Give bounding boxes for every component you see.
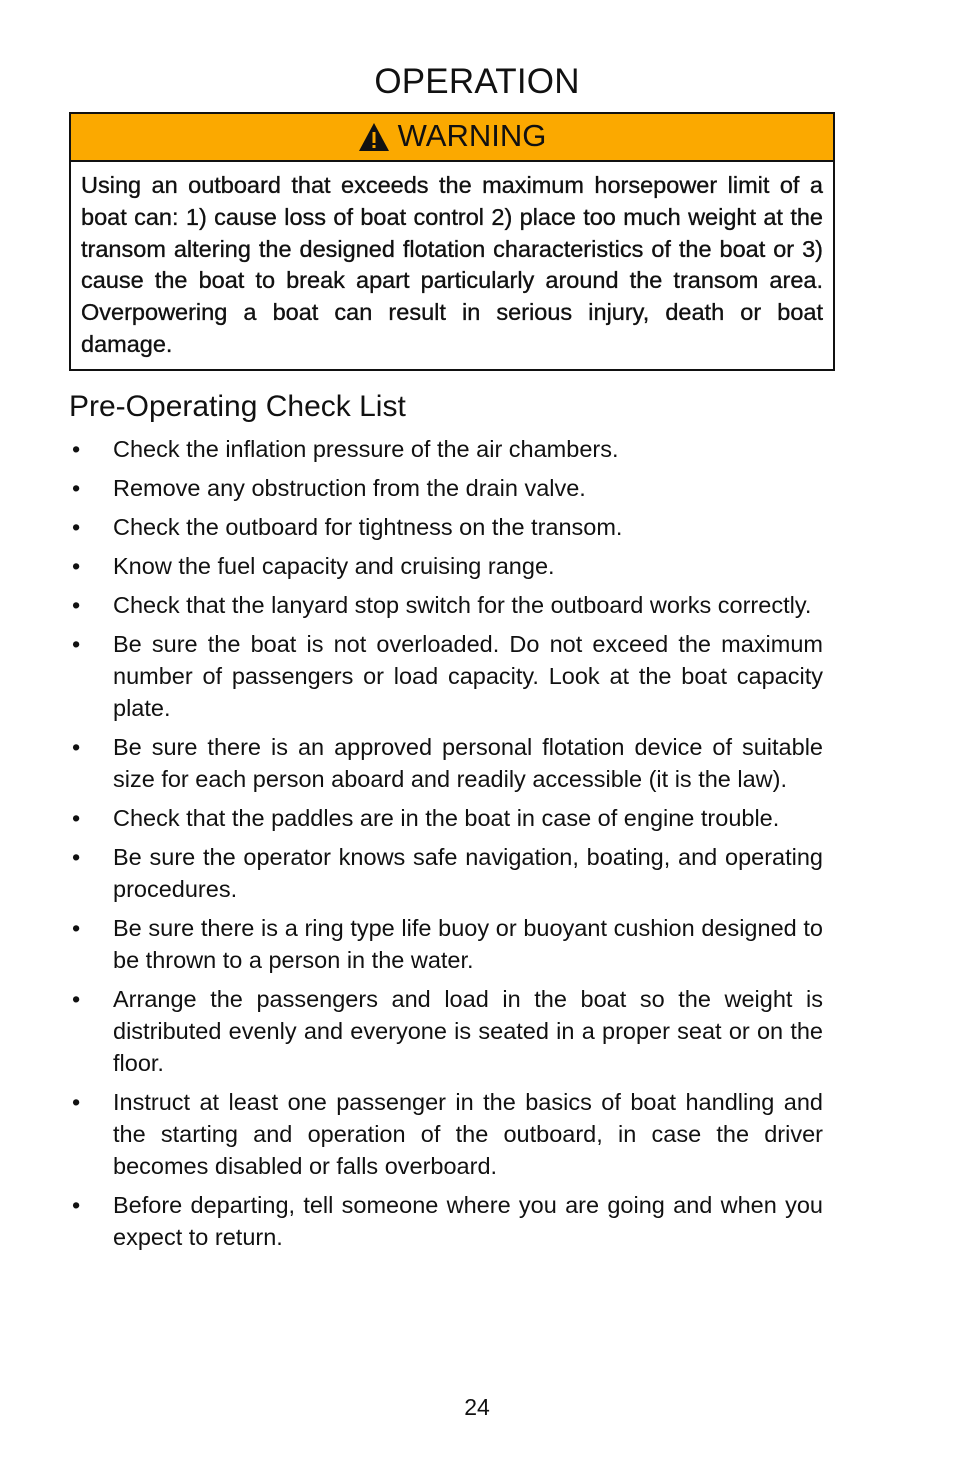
list-item [69,842,823,906]
list-item [69,590,823,622]
bullet-icon: • [72,436,81,462]
bullet-icon: • [72,986,81,1013]
bullet-icon: • [72,844,81,871]
page-number: 24 [464,1394,490,1420]
list-item-text: Be sure there is an approved personal flotation device of suitable size for each person aboard and readily accessible (it is the law). [113,734,823,793]
list-item [69,1190,823,1254]
check-list [69,434,823,1261]
list-item [69,913,823,977]
bullet-icon: • [72,1089,81,1116]
warning-box [69,112,835,371]
list-item-text: Before departing, tell someone where you are going and when you expect to return. [113,1192,823,1251]
list-item [69,551,823,583]
list-item-text: Be sure the boat is not overloaded. Do not exceed the maximum number of passengers or load capacity. Look at the boat capacity plate. [113,631,823,722]
bullet-icon: • [72,514,81,541]
list-item-text: Know the fuel capacity and cruising range. [113,553,555,580]
bullet-icon: • [72,592,81,619]
page-title: OPERATION [374,62,580,101]
list-item-text: Remove any obstruction from the drain valve. [113,475,586,502]
list-item [69,434,823,466]
list-item [69,984,823,1080]
list-item-text: Arrange the passengers and load in the boat so the weight is distributed evenly and everyone is seated in a proper seat or on the floor. [113,986,823,1077]
warning-label: WARNING [397,118,547,153]
list-item-text: Check that the paddles are in the boat in case of engine trouble. [113,805,780,832]
list-item-text: Check the inflation pressure of the air chambers. [113,436,619,462]
bullet-icon: • [72,631,81,658]
bullet-icon: • [72,915,81,942]
warning-header [71,114,833,162]
list-item-text: Check the outboard for tightness on the transom. [113,514,623,541]
warning-text: Using an outboard that exceeds the maximum horsepower limit of a boat can: 1) cause loss of boat control 2) place too much weight at the transom altering the designed flotation characteristics of the boat or 3) cause the boat to break apart particularly around the transom area. Overpowering a boat can result in serious injury, death or boat damage. [81,172,823,357]
list-item-text: Instruct at least one passenger in the basics of boat handling and the starting and operation of the outboard, in case the driver becomes disabled or falls overboard. [113,1089,823,1180]
list-item [69,473,823,505]
list-item [69,512,823,544]
bullet-icon: • [72,734,81,761]
list-item-text: Check that the lanyard stop switch for the outboard works correctly. [113,592,812,619]
list-item [69,803,823,835]
bullet-icon: • [72,553,81,580]
bullet-icon: • [72,475,81,502]
list-item [69,732,823,796]
bullet-icon: • [72,805,81,832]
list-item [69,629,823,725]
bullet-icon: • [72,1192,81,1219]
list-item-text: Be sure the operator knows safe navigation, boating, and operating procedures. [113,844,823,903]
list-item-text: Be sure there is a ring type life buoy or buoyant cushion designed to be thrown to a person in the water. [113,915,823,974]
section-heading: Pre-Operating Check List [69,390,406,423]
list-item [69,1087,823,1183]
warning-triangle-icon [358,122,390,152]
